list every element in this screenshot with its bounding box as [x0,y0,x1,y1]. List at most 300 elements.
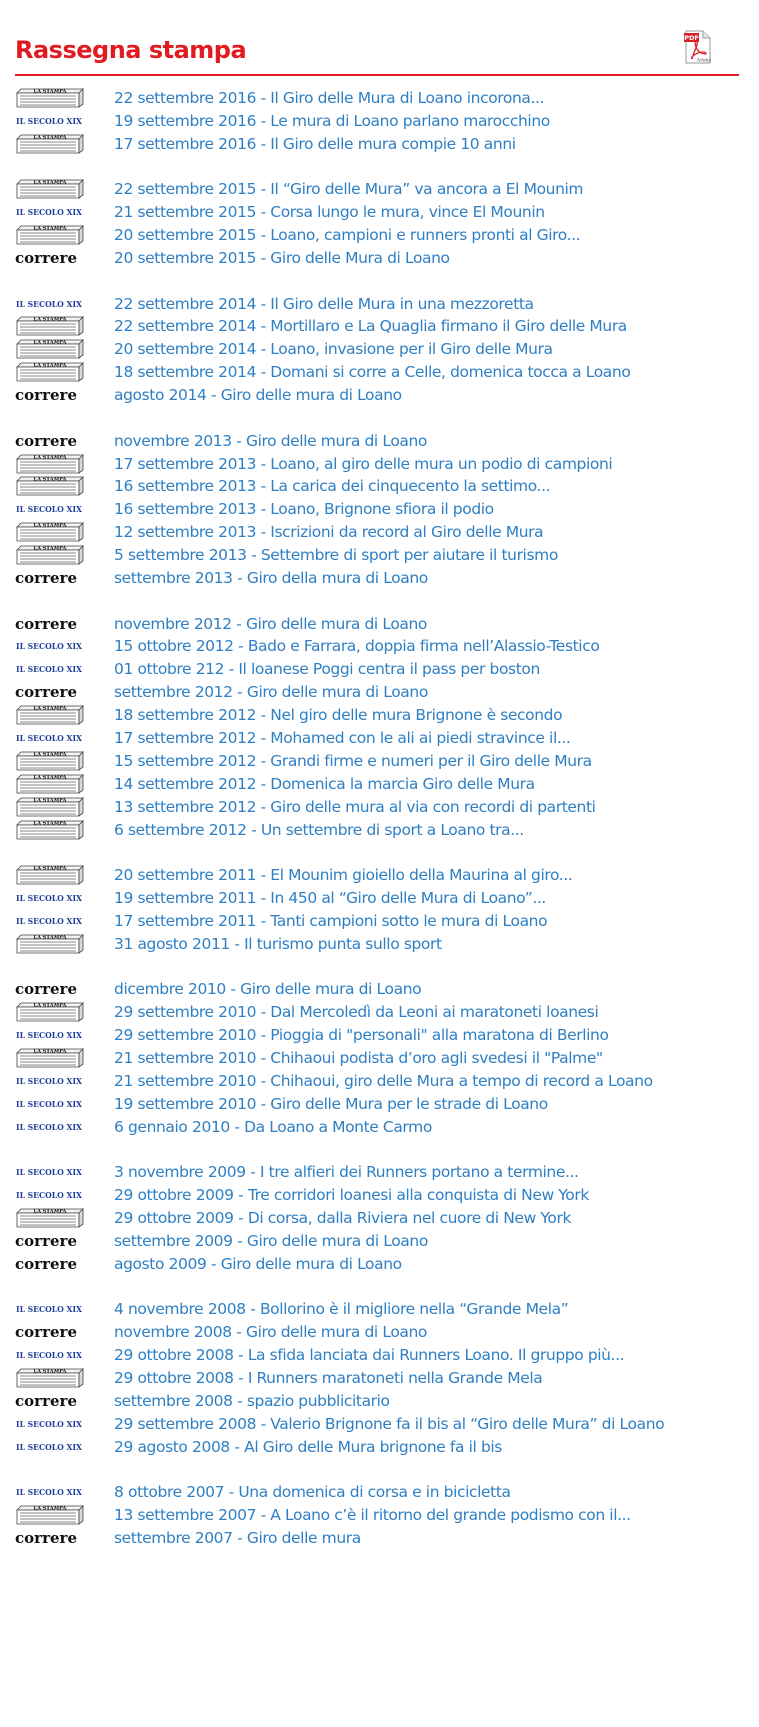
press-item-title: Nel giro delle mura Brignone è secondo [270,706,563,725]
press-item-date: 17 settembre 2012 [114,729,257,747]
secolo-logo [15,1343,85,1367]
press-item-link[interactable] [114,1343,624,1367]
press-item [0,566,759,590]
press-item-link[interactable] [114,1297,568,1321]
press-item-separator: - [229,1437,245,1456]
press-item-link[interactable] [114,360,630,384]
press-item-link[interactable] [114,1526,361,1550]
press-item-link[interactable] [114,726,570,750]
press-item-link[interactable] [114,109,550,133]
press-item-link[interactable] [114,132,516,156]
press-item-link[interactable] [114,1412,664,1436]
secolo-masthead-text: IL SECOLO XIX [16,1351,83,1362]
press-item-link[interactable] [114,703,562,727]
press-item-date: 29 ottobre 2009 [114,1186,234,1205]
stampa-logo [15,223,85,247]
press-item-separator: - [256,797,271,816]
press-item-separator: - [232,1391,247,1410]
press-item-separator: - [206,386,221,405]
press-item-title: Loano, al giro delle mura un podio di campioni [270,454,613,473]
press-item [0,223,759,247]
press-item-separator: - [233,637,248,656]
press-item [0,1526,759,1550]
press-item-date: agosto 2014 [114,386,207,405]
press-item-separator: - [256,1026,271,1045]
secolo-logo [15,1480,85,1504]
press-item-link[interactable] [114,612,427,636]
stampa-logo [15,337,85,361]
correre-masthead-text: correre [15,249,77,267]
press-item-date: 13 settembre 2012 [114,797,257,816]
press-item-title: Un settembre di sport a Loano tra... [260,820,524,839]
press-item-title: Dal Mercoledì da Leoni ai maratoneti loanesi [270,1003,599,1022]
press-item-separator: - [256,889,271,907]
press-item [0,1183,759,1207]
press-item [0,749,759,773]
press-item-title: Giro delle mura al via con recordi di partenti [270,797,596,816]
press-item-date: 29 settembre 2010 [114,1003,257,1022]
press-item-link[interactable] [114,1503,631,1527]
correre-masthead-text: correre [15,431,77,450]
press-item [0,1206,759,1230]
press-item-title: Mortillaro e La Quaglia firmano il Giro delle Mura [270,317,627,336]
secolo-masthead-text: IL SECOLO XIX [16,1305,83,1316]
stampa-logo [15,749,85,773]
press-item-date: 12 settembre 2013 [114,523,257,542]
correre-logo [15,429,85,453]
press-item-date: novembre 2012 [114,614,232,633]
press-item [0,1366,759,1390]
stampa-logo [15,452,85,476]
press-item-link[interactable] [114,200,545,224]
press-item-title: Domani si corre a Celle, domenica tocca a Loano [270,363,631,382]
press-item-date: 21 settembre 2010 [114,1049,257,1067]
secolo-logo [15,109,85,133]
press-item-link[interactable] [114,680,428,704]
press-item-separator: - [206,1254,221,1273]
press-item-date: novembre 2013 [114,431,232,450]
press-item-link[interactable] [114,657,540,681]
press-item [0,1480,759,1504]
press-item-title: Di corsa, dalla Riviera nel cuore di New York [247,1209,572,1227]
secolo-masthead-text: IL SECOLO XIX [16,1168,83,1179]
press-item-link[interactable] [114,1046,603,1070]
secolo-masthead-text: IL SECOLO XIX [16,916,83,927]
press-item [0,86,759,110]
correre-logo [15,1229,85,1253]
stampa-logo [15,86,85,110]
press-item-date: 19 settembre 2016 [114,111,257,130]
correre-logo [15,1526,85,1550]
secolo-logo [15,1092,85,1116]
press-item-date: settembre 2013 [114,569,233,587]
press-item-link[interactable] [114,383,402,407]
secolo-masthead-text: IL SECOLO XIX [16,1442,83,1453]
press-item [0,429,759,453]
press-item-separator: - [256,866,271,885]
press-item-link[interactable] [114,818,524,842]
press-item-separator: - [256,500,271,519]
press-item-link[interactable] [114,429,427,453]
press-item [0,1320,759,1344]
press-item-date: 6 gennaio 2010 [114,1117,230,1136]
correre-logo [15,680,85,704]
stampa-masthead-text: LA STAMPA [33,225,67,232]
press-item-separator: - [245,1163,260,1182]
correre-masthead-text: correre [15,980,77,999]
stampa-masthead-text: LA STAMPA [33,339,67,346]
press-item-date: 20 settembre 2014 [114,340,257,359]
press-item-separator: - [233,1186,248,1205]
press-item-title: Settembre di sport per aiutare il turismo [260,546,558,565]
press-item [0,246,759,270]
press-item-title: Bollorino è il migliore nella “Grande Mela” [259,1300,569,1319]
press-item-title: Iscrizioni da record al Giro delle Mura [270,523,544,542]
press-item-title: Chihaoui, giro delle Mura a tempo di record a Loano [270,1071,653,1090]
press-item [0,177,759,201]
press-item-title: La carica dei cinquecento la settimo... [270,477,551,496]
press-item [0,818,759,842]
press-item-date: 13 settembre 2007 [114,1506,257,1525]
press-item-title: Giro delle mura di Loano [245,1323,428,1342]
press-item-separator: - [256,1414,271,1433]
stampa-logo [15,1000,85,1024]
press-item-title: spazio pubblicitario [246,1391,390,1410]
press-item-date: 18 settembre 2012 [114,706,257,725]
press-item-link[interactable] [114,1092,548,1116]
press-item-link[interactable] [114,474,550,498]
correre-logo [15,612,85,636]
press-item [0,452,759,476]
press-item [0,132,759,156]
secolo-masthead-text: IL SECOLO XIX [16,665,83,676]
press-item-title: Corsa lungo le mura, vince El Mounin [270,203,545,222]
secolo-logo [15,1297,85,1321]
press-item [0,292,759,316]
secolo-masthead-text: IL SECOLO XIX [16,1419,83,1430]
press-item-date: 22 settembre 2014 [114,317,257,336]
press-item-title: Giro delle mura di Loano [246,1231,428,1250]
stampa-logo [15,932,85,956]
press-item-title: Giro delle mura [246,1529,361,1547]
press-item-link[interactable] [114,246,450,270]
press-item-date: 15 ottobre 2012 [114,637,234,656]
press-item [0,1069,759,1093]
press-item-link[interactable] [114,520,543,544]
press-item-separator: - [256,180,271,199]
press-item-date: 8 ottobre 2007 [114,1483,225,1502]
press-item-title: Giro delle mura di Loano [220,1254,402,1273]
press-item-separator: - [231,1323,246,1342]
press-item-title: Grandi firme e numeri per il Giro delle Mura [270,751,592,770]
press-item [0,1046,759,1070]
press-item-separator: - [229,1117,245,1136]
press-item-link[interactable] [114,1389,390,1413]
press-item-link[interactable] [114,543,558,567]
secolo-masthead-text: IL SECOLO XIX [16,1488,83,1499]
press-item-date: 15 settembre 2012 [114,751,257,770]
secolo-logo [15,497,85,521]
press-item [0,932,759,956]
press-item [0,1503,759,1527]
secolo-logo [15,909,85,933]
press-item-separator: - [233,1209,248,1227]
press-item-link[interactable] [114,292,534,316]
press-item-link[interactable] [114,497,494,521]
press-item-date: settembre 2008 [114,1391,233,1410]
stampa-logo [15,863,85,887]
press-item-link[interactable] [114,566,428,590]
secolo-logo [15,1160,85,1184]
press-item-title: Mohamed con le ali ai piedi stravince il... [270,729,571,747]
press-item-title: Giro delle mura di Loano [246,683,428,702]
press-item-separator: - [256,340,271,359]
press-item [0,612,759,636]
press-item [0,634,759,658]
press-item-link[interactable] [114,1435,502,1459]
press-item-title: Domenica la marcia Giro delle Mura [270,774,535,793]
stampa-masthead-text: LA STAMPA [33,1505,67,1512]
press-item-link[interactable] [114,1252,402,1276]
press-item-link[interactable] [114,1480,511,1504]
press-item-link[interactable] [114,337,553,361]
correre-masthead-text: correre [15,683,77,702]
press-item-date: 5 settembre 2013 [114,546,247,565]
press-item [0,1435,759,1459]
correre-logo [15,977,85,1001]
correre-masthead-text: correre [15,569,77,587]
press-item-date: 17 settembre 2011 [114,911,257,930]
secolo-masthead-text: IL SECOLO XIX [16,894,83,904]
stampa-logo [15,703,85,727]
press-item-link[interactable] [114,177,583,201]
press-item-separator: - [231,431,246,450]
press-item [0,360,759,384]
correre-masthead-text: correre [15,1323,77,1342]
press-item-title: Chihaoui podista d’oro agli svedesi il "Palme" [270,1049,603,1067]
stampa-logo [15,818,85,842]
press-item [0,383,759,407]
press-item [0,886,759,910]
secolo-masthead-text: IL SECOLO XIX [16,208,83,219]
press-item-separator: - [256,1049,271,1067]
press-item-date: 29 settembre 2008 [114,1414,257,1433]
press-item-link[interactable] [114,795,596,819]
correre-logo [15,566,85,590]
press-item-title: Le mura di Loano parlano marocchino [270,111,550,130]
press-item-date: 29 ottobre 2008 [114,1346,234,1365]
secolo-masthead-text: IL SECOLO XIX [16,299,83,310]
secolo-logo [15,1435,85,1459]
press-item-separator: - [232,1231,247,1250]
press-item-separator: - [246,546,261,565]
press-item-separator: - [232,683,247,702]
secolo-logo [15,1115,85,1139]
pdf-brand: Adobe [696,58,712,64]
press-item-separator: - [224,1483,239,1502]
press-item-separator: - [256,249,271,267]
press-item-separator: - [256,523,271,542]
press-item [0,680,759,704]
press-item-link[interactable] [114,1115,432,1139]
press-item-separator: - [225,980,241,999]
press-item-separator: - [233,1369,248,1387]
press-item-date: 19 settembre 2010 [114,1094,257,1113]
secolo-masthead-text: IL SECOLO XIX [16,1191,83,1202]
press-item [0,497,759,521]
press-item-date: 17 settembre 2013 [114,454,257,473]
press-item-separator: - [256,111,271,130]
press-item-separator: - [256,89,271,107]
press-item-link[interactable] [114,1320,427,1344]
stampa-masthead-text: LA STAMPA [33,545,67,552]
press-item [0,1389,759,1413]
stampa-logo [15,314,85,338]
press-item [0,909,759,933]
press-item-link[interactable] [114,886,546,910]
stampa-logo [15,795,85,819]
press-item-link[interactable] [114,1183,589,1207]
press-item-date: 31 agosto 2011 [114,934,230,953]
secolo-logo [15,657,85,681]
press-item-link[interactable] [114,863,572,887]
stampa-logo [15,1503,85,1527]
press-item [0,657,759,681]
press-item [0,1115,759,1139]
press-item-separator: - [256,1071,271,1090]
press-item [0,726,759,750]
stampa-masthead-text: LA STAMPA [33,751,67,758]
secolo-logo [15,886,85,910]
press-item [0,1252,759,1276]
correre-logo [15,1389,85,1413]
press-item-date: 22 settembre 2016 [114,89,257,107]
press-item-link[interactable] [114,932,442,956]
press-item [0,543,759,567]
press-item-title: Il Giro delle Mura di Loano incorona... [270,89,545,107]
stampa-logo [15,1366,85,1390]
press-item-title: Loano, campioni e runners pronti al Giro... [270,226,581,245]
press-item-link[interactable] [114,452,612,476]
press-item-title: Tanti campioni sotto le mura di Loano [270,911,548,930]
press-item-separator: - [256,134,271,153]
secolo-logo [15,200,85,224]
stampa-logo [15,1206,85,1230]
stampa-logo [15,474,85,498]
secolo-masthead-text: IL SECOLO XIX [16,505,83,516]
press-item-separator: - [256,774,271,793]
press-item-link[interactable] [114,749,592,773]
press-item-separator: - [232,1529,247,1547]
press-item-date: 29 settembre 2010 [114,1026,257,1045]
press-item-separator: - [231,614,246,633]
press-item-date: 20 settembre 2011 [114,866,257,885]
press-item-link[interactable] [114,1160,579,1184]
press-item-link[interactable] [114,1206,571,1230]
press-item-title: Giro delle mura di Loano [245,431,428,450]
press-item-separator: - [256,1003,271,1022]
press-item-title: In 450 al “Giro delle Mura di Loano”... [270,889,546,907]
press-item-link[interactable] [114,772,535,796]
press-item [0,474,759,498]
stampa-masthead-text: LA STAMPA [33,179,67,186]
press-item-title: Una domenica di corsa e in bicicletta [238,1483,511,1502]
secolo-masthead-text: IL SECOLO XIX [16,1099,83,1110]
press-item-date: 01 ottobre 212 [114,660,225,679]
stampa-masthead-text: LA STAMPA [33,1002,67,1009]
press-item-title: Al Giro delle Mura brignone fa il bis [244,1437,502,1456]
press-item-title: Loano, invasione per il Giro delle Mura [270,340,553,359]
stampa-masthead-text: LA STAMPA [33,362,67,369]
press-item-title: Il “Giro delle Mura” va ancora a El Mounim [270,180,584,199]
secolo-masthead-text: IL SECOLO XIX [16,116,83,127]
press-item [0,1000,759,1024]
press-item-link[interactable] [114,1229,428,1253]
press-item-date: settembre 2012 [114,683,233,702]
stampa-masthead-text: LA STAMPA [33,865,67,872]
stampa-logo [15,177,85,201]
press-item-separator: - [256,454,271,473]
press-item-title: Il Giro delle mura compie 10 anni [270,134,516,153]
stampa-masthead-text: LA STAMPA [33,1368,67,1375]
press-item-link[interactable] [114,1000,598,1024]
stampa-masthead-text: LA STAMPA [33,476,67,483]
press-item-separator: - [256,706,271,725]
press-item [0,703,759,727]
press-item-link[interactable] [114,1366,542,1390]
press-item-date: agosto 2009 [114,1254,207,1273]
press-item-date: settembre 2009 [114,1231,233,1250]
correre-masthead-text: correre [15,1231,77,1250]
pdf-label: PDF [684,34,699,42]
press-item-separator: - [256,477,271,496]
press-item-link[interactable] [114,223,580,247]
press-item-link[interactable] [114,1023,609,1047]
correre-masthead-text: correre [15,386,77,405]
press-item-date: 29 agosto 2008 [114,1437,230,1456]
press-item-link[interactable] [114,86,544,110]
press-item-date: 19 settembre 2011 [114,889,257,907]
stampa-masthead-text: LA STAMPA [33,774,67,781]
press-item-link[interactable] [114,1069,653,1093]
stampa-logo [15,1046,85,1070]
press-item [0,200,759,224]
correre-logo [15,1320,85,1344]
press-item-link[interactable] [114,909,547,933]
press-item [0,1412,759,1436]
secolo-masthead-text: IL SECOLO XIX [16,734,83,744]
press-item-date: 29 ottobre 2008 [114,1369,234,1387]
press-item-separator: - [256,363,271,382]
press-item-date: 21 settembre 2010 [114,1071,257,1090]
press-item-date: settembre 2007 [114,1529,233,1547]
press-item-separator: - [233,1346,248,1365]
stampa-masthead-text: LA STAMPA [33,134,67,141]
press-item-date: 22 settembre 2014 [114,294,257,313]
press-item-link[interactable] [114,314,627,338]
press-item-date: 16 settembre 2013 [114,500,257,519]
correre-logo [15,383,85,407]
press-item-title: Il turismo punta sullo sport [244,934,442,953]
press-item-separator: - [256,317,271,336]
correre-masthead-text: correre [15,1529,77,1547]
press-item-link[interactable] [114,634,599,658]
correre-masthead-text: correre [15,1254,77,1273]
press-item [0,109,759,133]
press-item-link[interactable] [114,977,421,1001]
press-item-title: Pioggia di "personali" alla maratona di Berlino [270,1026,609,1045]
press-item [0,1092,759,1116]
